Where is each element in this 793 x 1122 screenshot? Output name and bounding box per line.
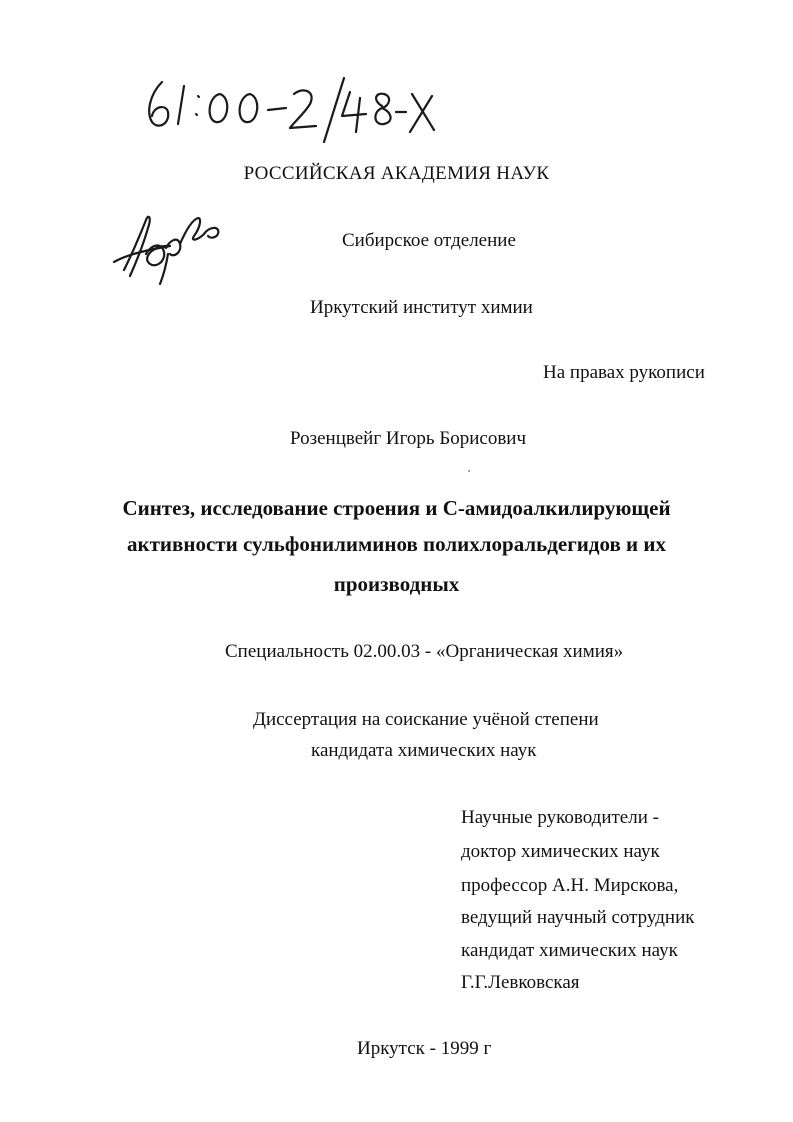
degree-line: кандидата химических наук: [311, 740, 537, 761]
advisor-line: кандидат химических наук: [461, 940, 678, 961]
advisor-line: ведущий научный сотрудник: [461, 907, 695, 928]
handwritten-signature: [108, 200, 228, 290]
division-name: Сибирское отделение: [342, 230, 516, 251]
specialty: Специальность 02.00.03 - «Органическая химия»: [225, 641, 624, 662]
title-line: производных: [333, 572, 460, 596]
manuscript-rights: На правах рукописи: [543, 362, 705, 383]
scan-speck: [468, 470, 470, 472]
author-name: Розенцвейг Игорь Борисович: [290, 428, 527, 449]
academy-name: РОССИЙСКАЯ АКАДЕМИЯ НАУК: [243, 163, 550, 184]
advisor-line: профессор А.Н. Мирскова,: [461, 875, 679, 896]
advisor-line: доктор химических наук: [461, 841, 660, 862]
place-year: Иркутск - 1999 г: [357, 1038, 492, 1059]
institute-name: Иркутский институт химии: [310, 297, 533, 318]
degree-line: Диссертация на соискание учёной степени: [253, 709, 599, 730]
advisor-line: Г.Г.Левковская: [461, 972, 580, 993]
title-line: активности сульфонилиминов полихлоральдегидов и их: [127, 532, 666, 556]
advisors-heading: Научные руководители -: [461, 807, 659, 828]
handwritten-archive-code: [140, 72, 440, 162]
title-line: Синтез, исследование строения и С-амидоалкилирующей: [122, 496, 671, 520]
